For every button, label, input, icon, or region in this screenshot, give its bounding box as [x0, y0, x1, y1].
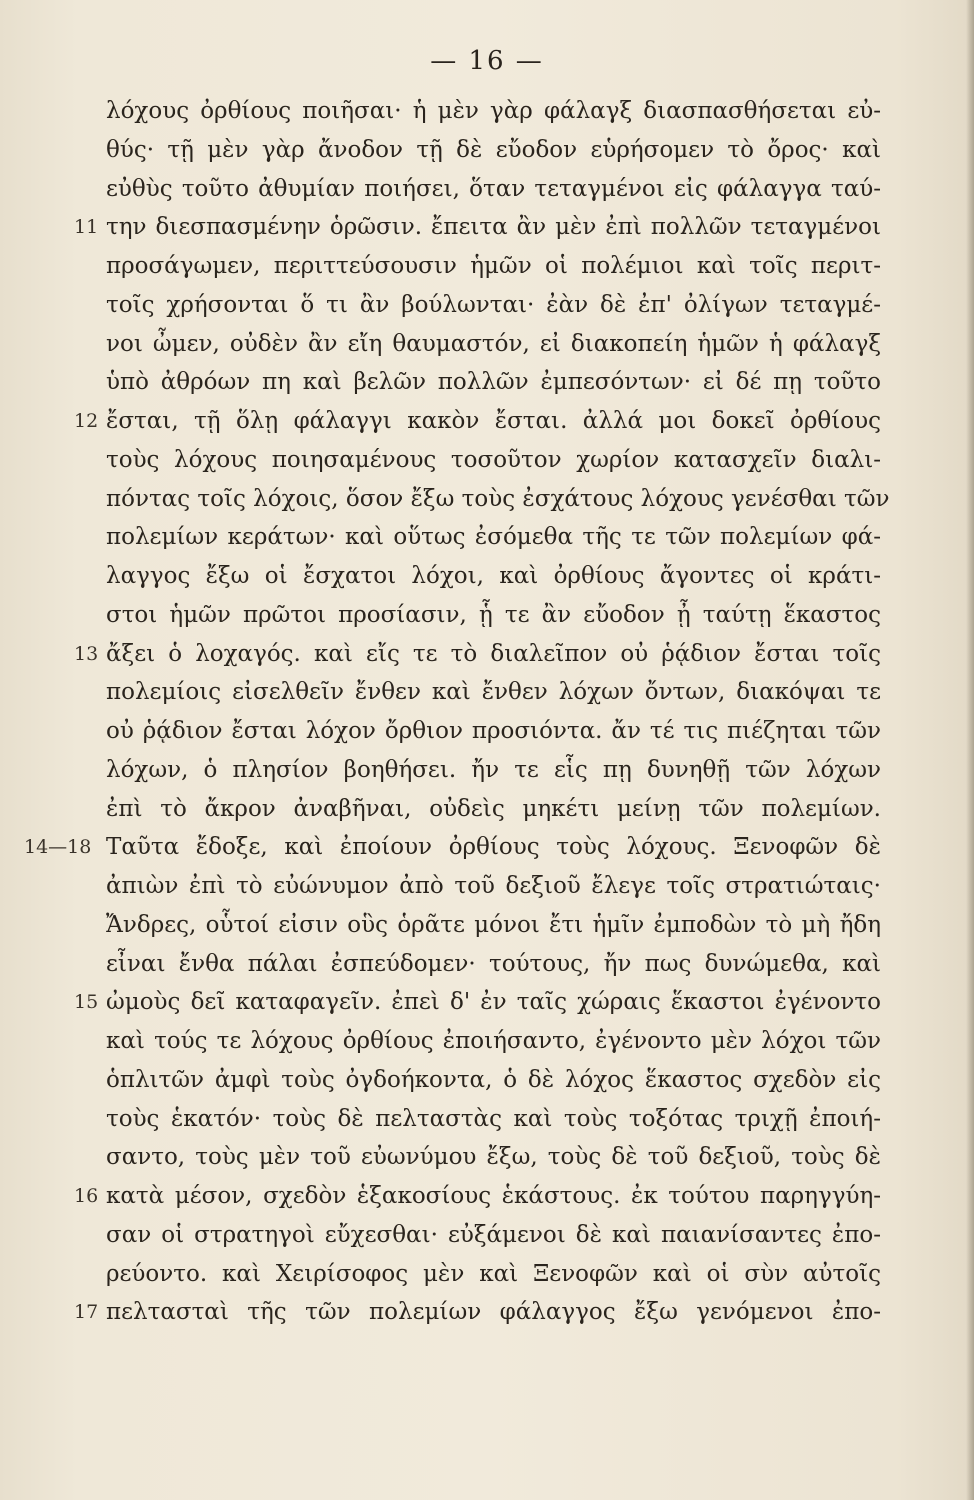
text-line — [74, 402, 881, 441]
line-text: ρεύοντο. καὶ Χειρίσοφος μὲν καὶ Ξενοφῶν καὶ οἱ σὺν αὐτοῖς — [106, 1260, 881, 1287]
text-line — [24, 828, 881, 867]
text-line — [106, 1255, 881, 1294]
text-line — [106, 673, 881, 712]
line-number: 13 — [74, 642, 99, 665]
line-text: Ἄνδρες, οὗτοί εἰσιν οὓς ὁρᾶτε μόνοι ἔτι ἡμῖν ἐμποδὼν τὸ μὴ ἤδη — [106, 911, 881, 938]
text-line — [74, 983, 881, 1022]
text-line — [106, 518, 881, 557]
text-line — [74, 635, 881, 674]
line-text: τοῖς χρήσονται ὅ τι ἂν βούλωνται· ἐὰν δὲ ἐπ' ὀλίγων τεταγμέ- — [106, 291, 881, 318]
text-line — [106, 1022, 881, 1061]
text-line — [106, 1061, 881, 1100]
line-number: 14—18 — [24, 836, 92, 859]
line-text: πολεμίων κεράτων· καὶ οὕτως ἐσόμεθα τῆς τε τῶν πολεμίων φά- — [106, 524, 881, 551]
text-line — [74, 1177, 881, 1216]
line-text: καὶ τούς τε λόχους ὀρθίους ἐποιήσαντο, ἐγένοντο μὲν λόχοι τῶν — [106, 1028, 881, 1054]
line-text: κατὰ μέσον, σχεδὸν ἑξακοσίους ἑκάστους. ἐκ τούτου παρηγγύη- — [106, 1183, 881, 1209]
line-number: 17 — [74, 1301, 99, 1324]
text-line — [106, 480, 890, 519]
line-number: 16 — [74, 1185, 99, 1207]
line-text: εὐθὺς τοῦτο ἀθυμίαν ποιήσει, ὅταν τεταγμένοι εἰς φάλαγγα ταύ- — [106, 175, 881, 202]
text-line — [106, 867, 881, 906]
line-text: πελτασταὶ τῆς τῶν πολεμίων φάλαγγος ἔξω γενόμενοι ἐπο- — [106, 1299, 881, 1326]
line-text: οὐ ῥᾴδιον ἔσται λόχον ὄρθιον προσιόντα. ἄν τέ τις πιέζηται τῶν — [106, 718, 881, 744]
text-line — [106, 286, 881, 325]
text-line — [106, 1216, 881, 1255]
line-text: προσάγωμεν, περιττεύσουσιν ἡμῶν οἱ πολέμιοι καὶ τοῖς περιτ- — [106, 253, 881, 279]
line-text: θύς· τῇ μὲν γὰρ ἄνοδον τῇ δὲ εὔοδον εὑρήσομεν τὸ ὄρος· καὶ — [106, 136, 881, 163]
text-line — [106, 557, 881, 596]
line-text: νοι ὦμεν, οὐδὲν ἂν εἴη θαυμαστόν, εἰ διακοπείη ἡμῶν ἡ φάλαγξ — [106, 330, 881, 357]
line-text: ἔσται, τῇ ὅλῃ φάλαγγι κακὸν ἔσται. ἀλλά μοι δοκεῖ ὀρθίους — [106, 408, 881, 434]
text-line — [106, 441, 881, 480]
line-text: ἀπιὼν ἐπὶ τὸ εὐώνυμον ἀπὸ τοῦ δεξιοῦ ἔλεγε τοῖς στρατιώταις· — [106, 873, 881, 899]
line-text: πολεμίοις εἰσελθεῖν ἔνθεν καὶ ἔνθεν λόχων ὄντων, διακόψαι τε — [106, 679, 881, 706]
text-line — [106, 945, 881, 984]
line-text: λαγγος ἔξω οἱ ἔσχατοι λόχοι, καὶ ὀρθίους ἄγοντες οἱ κράτι- — [106, 563, 881, 589]
line-text: σαντο, τοὺς μὲν τοῦ εὐωνύμου ἔξω, τοὺς δὲ τοῦ δεξιοῦ, τοὺς δὲ — [106, 1144, 881, 1171]
page-edge-shadow — [966, 0, 974, 1500]
line-text: ὁπλιτῶν ἀμφὶ τοὺς ὀγδοήκοντα, ὁ δὲ λόχος ἕκαστος σχεδὸν εἰς — [106, 1066, 881, 1093]
text-line — [74, 208, 881, 247]
text-line — [74, 1293, 881, 1332]
text-line — [106, 247, 881, 286]
text-line — [106, 790, 881, 829]
line-text: σαν οἱ στρατηγοὶ εὔχεσθαι· εὐξάμενοι δὲ καὶ παιανίσαντες ἐπο- — [106, 1221, 881, 1248]
line-number: 12 — [74, 410, 99, 432]
page-number-header: — 16 — — [430, 46, 544, 76]
text-line — [106, 596, 881, 635]
text-line — [106, 170, 881, 209]
text-line — [106, 712, 881, 751]
text-line — [106, 751, 881, 790]
line-text: ὠμοὺς δεῖ καταφαγεῖν. ἐπεὶ δ' ἐν ταῖς χώραις ἕκαστοι ἐγένοντο — [106, 989, 881, 1016]
line-number: 11 — [74, 216, 99, 239]
line-text: Ταῦτα ἔδοξε, καὶ ἐποίουν ὀρθίους τοὺς λόχους. Ξενοφῶν δὲ — [106, 834, 881, 861]
line-number: 15 — [74, 991, 99, 1014]
line-text: τοὺς λόχους ποιησαμένους τοσοῦτον χωρίον κατασχεῖν διαλι- — [106, 446, 881, 473]
line-text: λόχων, ὁ πλησίον βοηθήσει. ἤν τε εἷς πῃ δυνηθῇ τῶν λόχων — [106, 756, 881, 783]
line-text: τοὺς ἑκατόν· τοὺς δὲ πελταστὰς καὶ τοὺς τοξότας τριχῇ ἐποιή- — [106, 1105, 881, 1132]
text-line — [106, 1100, 881, 1139]
line-text: στοι ἡμῶν πρῶτοι προσίασιν, ᾗ τε ἂν εὔοδον ᾖ ταύτῃ ἕκαστος — [106, 601, 881, 628]
line-text: πόντας τοῖς λόχοις, ὅσον ἔξω τοὺς ἐσχάτους λόχους γενέσθαι τῶν — [106, 485, 890, 512]
line-text: ἐπὶ τὸ ἄκρον ἀναβῆναι, οὐδεὶς μηκέτι μείνῃ τῶν πολεμίων. — [106, 795, 881, 822]
text-line — [106, 325, 881, 364]
text-line — [106, 363, 881, 402]
text-line — [106, 906, 881, 945]
line-text: εἶναι ἔνθα πάλαι ἐσπεύδομεν· τούτους, ἤν πως δυνώμεθα, καὶ — [106, 950, 881, 977]
text-line — [106, 131, 881, 170]
line-text: την διεσπασμένην ὁρῶσιν. ἔπειτα ἂν μὲν ἐπὶ πολλῶν τεταγμένοι — [106, 214, 881, 241]
line-text: ὑπὸ ἀθρόων πη καὶ βελῶν πολλῶν ἐμπεσόντων· εἰ δέ πῃ τοῦτο — [106, 369, 881, 396]
text-line — [106, 1138, 881, 1177]
text-line — [106, 92, 881, 131]
line-text: λόχους ὀρθίους ποιῆσαι· ἡ μὲν γὰρ φάλαγξ διασπασθήσεται εὐ- — [106, 98, 881, 124]
line-text: ἄξει ὁ λοχαγός. καὶ εἴς τε τὸ διαλεῖπον οὐ ῥᾴδιον ἔσται τοῖς — [106, 640, 881, 667]
text-block — [24, 92, 890, 1332]
